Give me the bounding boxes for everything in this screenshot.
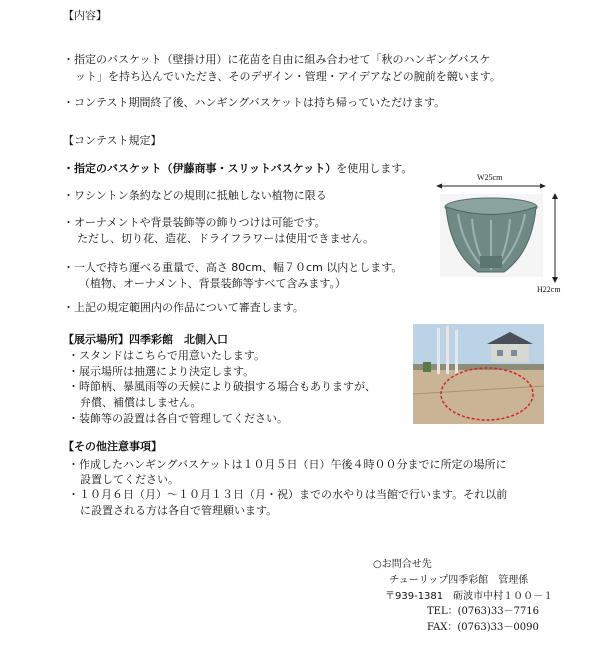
- basket-width-arrow: [436, 182, 546, 190]
- basket-height-arrow: [550, 193, 560, 283]
- contact-title: ○お問合せ先: [373, 559, 432, 570]
- content-paragraph-1-line-2: ット」を持ち込んでいただき、そのデザイン・管理・アイデアなどの腕前を競います。: [75, 70, 501, 83]
- rule-2: ・ワシントン条約などの規則に抵触しない植物に限る: [63, 189, 327, 202]
- contact-tel: TEL：(0763)33－7716: [427, 606, 540, 617]
- rule-1-basket-name: ・指定のバスケット（伊藤商事・スリットバスケット）: [63, 162, 337, 175]
- note-1-line-1: ・作成したハンギングバスケットは１０月５日（日）午後４時００分までに所定の場所に: [68, 458, 507, 471]
- basket-height-label: H22cm: [537, 285, 561, 294]
- content-paragraph-1-line-1: ・指定のバスケット（壁掛け用）に花苗を自由に組み合わせて「秋のハンギングバスケ: [63, 53, 491, 66]
- venue-item-4: ・装飾等の設置は各自で管理してください。: [68, 412, 288, 425]
- contact-organization: チューリップ四季彩館 管理係: [389, 575, 529, 586]
- venue-item-3-line-2: 弁償、補償はしません。: [80, 396, 202, 409]
- rule-5: ・上記の規定範囲内の作品について審査します。: [63, 301, 304, 314]
- venue-photo: [413, 324, 544, 424]
- rule-3-line-2: ただし、切り花、造花、ドライフラワーは使用できません。: [77, 232, 374, 245]
- contact-fax: FAX：(0763)33－0090: [427, 622, 539, 633]
- venue-heading: 【展示場所】四季彩館 北側入口: [63, 333, 228, 346]
- rule-1-rest: を使用します。: [336, 162, 413, 175]
- basket-width-label: W25cm: [477, 173, 503, 182]
- venue-item-1: ・スタンドはこちらで用意いたします。: [68, 349, 266, 362]
- note-2-line-1: ・１０月６日（月）～１０月１３日（月・祝）までの水やりは当館で行います。それ以前: [68, 488, 508, 501]
- note-2-line-2: に設置される方は各自で管理願います。: [80, 504, 278, 517]
- contact-address: 〒939-1381 砺波市中村１００－１: [385, 591, 554, 602]
- content-heading: 【内容】: [63, 9, 107, 22]
- note-1-line-2: 設置してください。: [80, 473, 179, 486]
- venue-item-2: ・展示場所は抽選により決定します。: [68, 365, 255, 378]
- rule-4-line-1: ・一人で持ち運べる重量で、高さ 80cm、幅７０cm 以内とします。: [63, 261, 403, 274]
- venue-item-3-line-1: ・時節柄、暴風雨等の天候により破損する場合もありますが、: [68, 380, 376, 393]
- rules-heading: 【コンテスト規定】: [63, 134, 162, 147]
- rule-4-line-2: （植物、オーナメント、背景装飾等すべて含みます。）: [79, 277, 346, 290]
- rule-3-line-1: ・オーナメントや背景装飾等の飾りつけは可能です。: [63, 216, 326, 229]
- content-paragraph-2: ・コンテスト期間終了後、ハンギングバスケットは持ち帰っていただけます。: [63, 96, 446, 109]
- slit-basket-image: [440, 194, 543, 277]
- notes-heading: 【その他注意事項】: [63, 440, 162, 453]
- rule-1: [63, 163, 412, 176]
